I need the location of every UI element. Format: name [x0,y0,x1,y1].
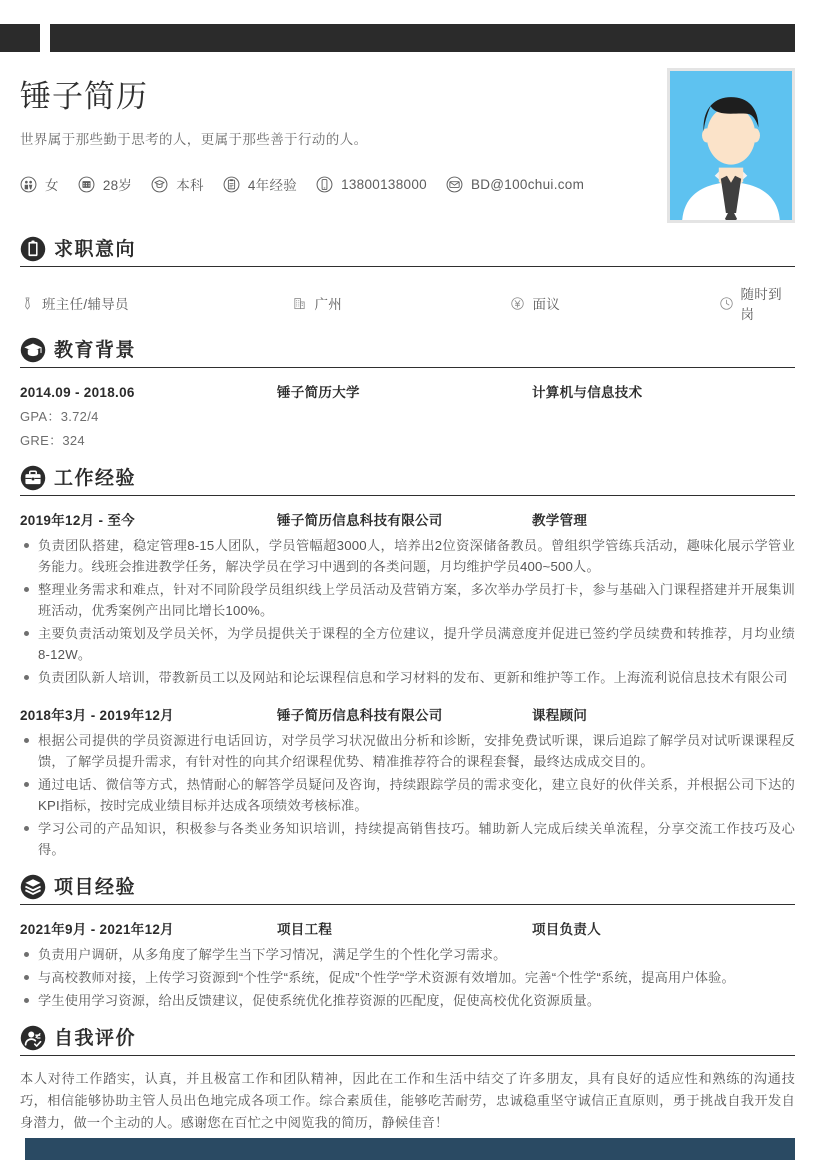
page-title: 锤子简历 [20,79,148,114]
motto-text: 世界属于那些勤于思考的人，更属于那些善于行动的人。 [20,132,368,147]
work-entry [20,511,795,688]
top-decoration-bar [0,24,820,52]
section-self-evaluation [0,1025,820,1134]
email-icon [446,176,463,193]
education-major: 计算机与信息技术 [532,385,643,400]
list-item: 负责团队新人培训，带教新员工以及网站和论坛课程信息和学习材料的发布、更新和维护等工作。上海流利说信息技术有限公司 [20,667,795,688]
meta-gender-value: 女 [45,178,59,193]
meta-gender [20,174,59,194]
list-item: 根据公司提供的学员资源进行电话回访，对学员学习状况做出分析和诊断，安排免费试听课，课后追踪了解学员对试听课课程反馈，了解学员提升需求，有针对性的向其介绍课程优势、精准推荐符合的课程套餐，最终达成成交目的。 [20,730,795,772]
meta-education [151,174,204,194]
list-item: 与高校教师对接，上传学习资源到“个性学“系统，促成”个性学“学术资源有效增加。完善“个性学“系统，提高用户体验。 [20,967,795,988]
section-education [0,337,820,451]
project-entry [20,920,795,1011]
section-title-work-experience: 工作经验 [54,468,137,489]
section-header-education [20,337,795,368]
phone-icon [316,176,333,193]
section-title-project-experience: 项目经验 [54,877,137,898]
section-title-self-evaluation: 自我评价 [54,1028,137,1049]
work-bullets [20,730,795,860]
work-date: 2018年3月 - 2019年12月 [20,708,174,723]
bottom-decoration-bar [25,1138,795,1160]
project-name: 项目工程 [277,922,333,937]
project-entry-head [20,920,795,940]
meta-email-value: BD@100chui.com [470,176,585,192]
tie-icon [20,296,35,311]
list-item: 学生使用学习资源，给出反馈建议，促使系统优化推荐资源的匹配度，促使高校优化资源质量。 [20,990,795,1011]
education-cap-icon [151,176,168,193]
person-check-icon [20,1025,46,1051]
meta-experience [223,174,297,194]
experience-doc-icon [223,176,240,193]
meta-experience-value: 4年经验 [247,178,298,193]
avatar [667,68,795,223]
building-icon [292,296,307,311]
meta-phone [316,176,427,193]
list-item: 学习公司的产品知识，积极参与各类业务知识培训，持续提高销售技巧。辅助新人完成后续关单流程，分享交流工作技巧及心得。 [20,818,795,860]
intent-availability [719,283,795,323]
intent-availability-value: 随时到岗 [740,287,782,322]
resume-content [0,52,820,1134]
layers-icon [20,874,46,900]
intent-position [20,293,292,313]
education-gpa: GPA：3.72/4 [20,409,99,424]
work-bullets [20,535,795,688]
work-entry-head [20,706,795,726]
work-company: 锤子简历信息科技有限公司 [277,513,443,528]
list-item: 整理业务需求和难点，针对不同阶段学员组织线上学员活动及营销方案，多次举办学员打卡，参与基础入门课程搭建并开展集训班活动，优秀案例产出同比增长100%。 [20,579,795,621]
section-header-work-experience [20,465,795,496]
clipboard-icon [20,236,46,262]
meta-age-value: 28岁 [102,178,133,193]
section-project-experience [0,874,820,1011]
work-entry [20,706,795,860]
intent-city-value: 广州 [314,297,343,312]
intent-salary-value: 面议 [532,297,561,312]
section-work-experience [0,465,820,860]
gender-icon [20,176,37,193]
briefcase-icon [20,465,46,491]
section-title-job-intention: 求职意向 [54,239,137,260]
intent-position-value: 班主任/辅导员 [42,297,129,312]
resume-header [0,52,820,222]
work-role: 课程顾问 [532,708,588,723]
work-company: 锤子简历信息科技有限公司 [277,708,443,723]
graduation-cap-icon [20,337,46,363]
list-item: 主要负责活动策划及学员关怀，为学员提供关于课程的全方位建议，提升学员满意度并促进已签约学员续费和转推荐，月均业绩8-12W。 [20,623,795,665]
intent-city [292,293,510,313]
project-bullets [20,944,795,1011]
work-date: 2019年12月 - 至今 [20,513,135,528]
yen-icon [510,296,525,311]
education-school: 锤子简历大学 [277,385,360,400]
top-bar-long [50,24,795,52]
top-bar-block [0,24,40,52]
section-title-education: 教育背景 [54,340,137,361]
meta-education-value: 本科 [176,178,204,193]
section-header-self-evaluation [20,1025,795,1056]
list-item: 负责团队搭建，稳定管理8-15人团队，学员管幅超3000人，培养出2位资深储备教员。曾组织学管练兵活动，趣味化展示学管业务能力。线班会推进教学任务，解决学员在学习中遇到的各类问题，月均维护学员400~500人。 [20,535,795,577]
job-intention-row [20,283,795,323]
education-gre: GRE：324 [20,433,85,448]
education-date: 2014.09 - 2018.06 [20,385,135,400]
meta-phone-value: 13800138000 [341,176,427,192]
meta-email [446,176,584,193]
section-header-job-intention [20,236,795,267]
section-job-intention [0,236,820,323]
self-evaluation-text: 本人对待工作踏实，认真，并且极富工作和团队精神，因此在工作和生活中结交了许多朋友，具有良好的适应性和熟练的沟通技巧，相信能够协助主管人员出色地完成各项工作。综合素质佳，能够吃苦耐劳，忠诚稳重坚守诚信正直原则，勇于挑战自我开发自身潜力，做一个主动的人。感谢您在百忙之中阅览我的简历，静候佳音！ [20,1071,795,1130]
work-entry-head [20,511,795,531]
project-date: 2021年9月 - 2021年12月 [20,922,174,937]
intent-salary [510,293,718,313]
meta-age [78,174,132,194]
education-entry-head [20,383,795,403]
list-item: 负责用户调研，从多角度了解学生当下学习情况，满足学生的个性化学习需求。 [20,944,795,965]
education-entry [20,383,795,451]
section-header-project-experience [20,874,795,905]
project-role: 项目负责人 [532,922,601,937]
list-item: 通过电话、微信等方式，热情耐心的解答学员疑问及咨询，持续跟踪学员的需求变化，建立良好的伙伴关系，并根据公司下达的KPI指标，按时完成业绩目标并达成各项绩效考核标准。 [20,774,795,816]
clock-icon [719,296,734,311]
calendar-icon [78,176,95,193]
work-role: 教学管理 [532,513,588,528]
